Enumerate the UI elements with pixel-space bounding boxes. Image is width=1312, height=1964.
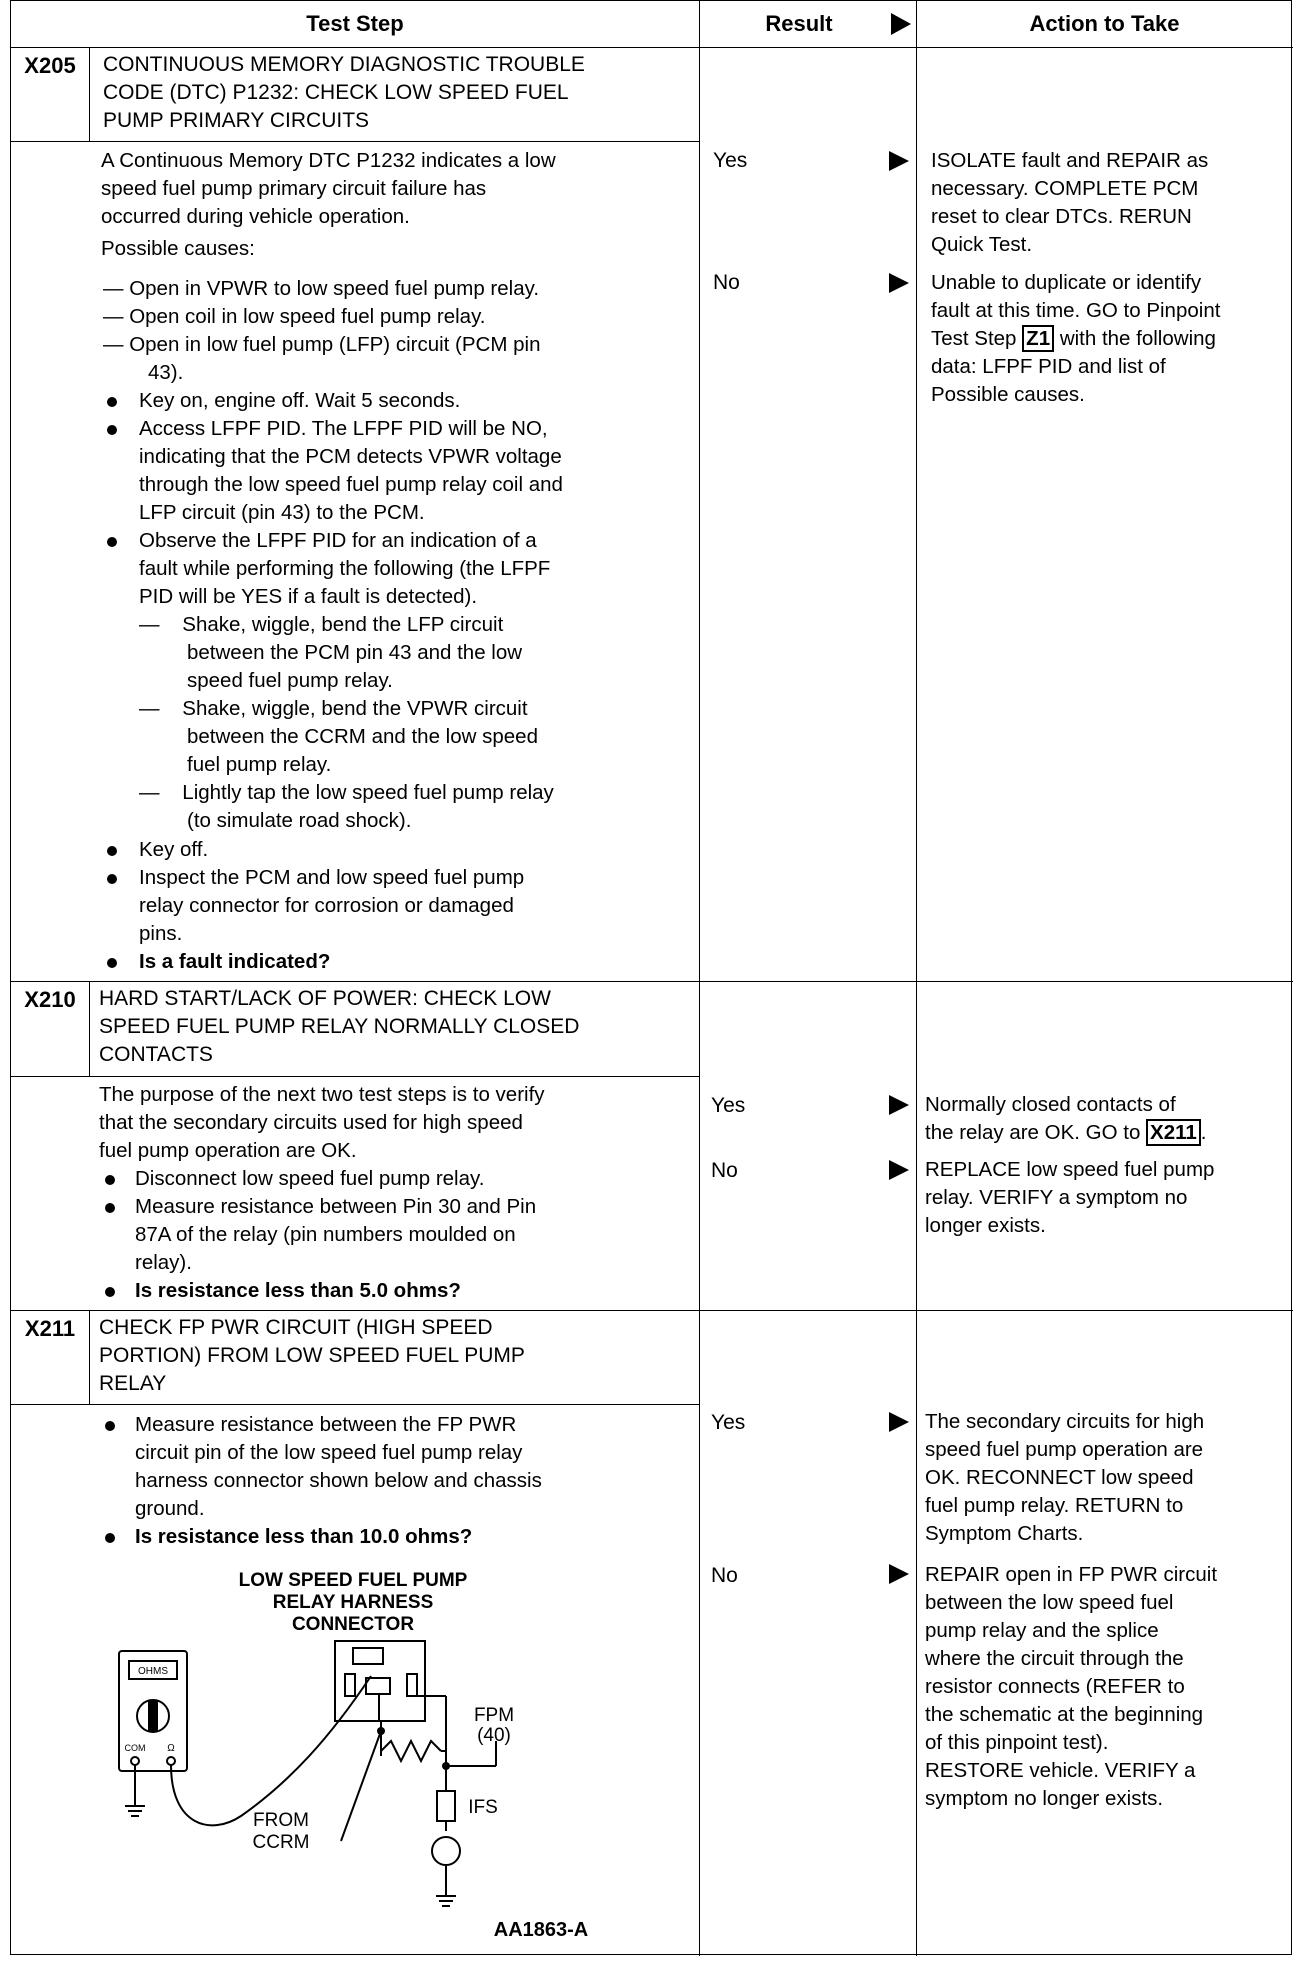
result-arrow-icon — [889, 1564, 909, 1584]
action-no: REPAIR open in FP PWR circuit between the low speed fuel pump relay and the splice where the circuit through the resistor connects (REFER to the schematic at the beginning of this pinpoint test). RESTORE vehicle. VERIFY a symptom no longer exists. — [925, 1563, 1218, 1810]
action-yes: The secondary circuits for high speed fuel pump operation are OK. RECONNECT low speed fuel pump relay. RETURN to Symptom Charts. — [925, 1410, 1205, 1545]
row-divider — [11, 1310, 1293, 1311]
action-yes: ISOLATE fault and REPAIR as necessary. COMPLETE PCM reset to clear DTCs. RERUN Quick Test. — [931, 149, 1209, 256]
question: Is a fault indicated? — [139, 950, 331, 973]
meter-com-label: COM — [124, 1743, 146, 1753]
bullet-icon — [107, 874, 117, 884]
instruction: Access LFPF PID. The LFPF PID will be NO, indicating that the PCM detects VPWR voltage through the low speed fuel pump relay coil and LFP circuit (pin 43) to the PCM. — [139, 417, 563, 524]
instruction: Measure resistance between the FP PWR circuit pin of the low speed fuel pump relay harness connector shown below and chassis ground. — [135, 1413, 542, 1520]
step-ref-x211[interactable]: X211 — [1146, 1119, 1201, 1146]
meter-label: OHMS — [138, 1666, 168, 1677]
bullet-icon — [107, 537, 117, 547]
meter-ohm-label: Ω — [167, 1743, 175, 1754]
splice-dot — [442, 1762, 450, 1770]
step-body: A Continuous Memory DTC P1232 indicates a low speed fuel pump primary circuit failure has occurred during vehicle operation. Possible causes: — [101, 149, 556, 260]
step-body: The purpose of the next two test steps is to verify that the secondary circuits used for high speed fuel pump operation are OK. — [99, 1083, 545, 1162]
result-yes: Yes — [713, 149, 748, 172]
x205-title-divider — [11, 141, 699, 142]
result-arrow-icon — [889, 151, 909, 171]
splice-dot — [377, 1727, 385, 1735]
action-no: Unable to duplicate or identify fault at this time. GO to Pinpoint Test Step Z1 with the following data: LFPF PID and list of Possible causes. — [931, 271, 1221, 406]
header-divider — [11, 47, 1293, 48]
bullet-icon — [105, 1175, 115, 1185]
ohmmeter-icon — [119, 1651, 371, 1825]
step-id: X210 — [24, 987, 76, 1012]
instruction: Key off. — [139, 838, 209, 861]
step-ref-z1[interactable]: Z1 — [1022, 325, 1054, 352]
col-divider-id — [89, 981, 90, 1076]
instruction: Key on, engine off. Wait 5 seconds. — [139, 389, 461, 412]
result-yes: Yes — [711, 1411, 746, 1434]
header-action: Action to Take — [1029, 11, 1180, 36]
x210-title-divider — [11, 1076, 699, 1077]
ifs-label: IFS — [468, 1797, 498, 1818]
step-title: HARD START/LACK OF POWER: CHECK LOW SPEED FUEL PUMP RELAY NORMALLY CLOSED CONTACTS — [99, 987, 580, 1066]
bullet-icon — [105, 1287, 115, 1297]
header-result: Result — [765, 11, 833, 36]
question: Is resistance less than 5.0 ohms? — [135, 1279, 461, 1302]
diagnostic-table — [10, 0, 1292, 1955]
result-no: No — [711, 1159, 738, 1182]
bullet-icon — [105, 1203, 115, 1213]
header-arrow-icon — [891, 13, 911, 35]
relay-connector-diagram — [91, 1566, 691, 1951]
header-test-step: Test Step — [306, 11, 404, 36]
from-label: FROM — [253, 1810, 309, 1831]
diagram-caption: LOW SPEED FUEL PUMP — [238, 1570, 468, 1591]
possible-causes-list: — Open in VPWR to low speed fuel pump relay. — Open coil in low speed fuel pump relay. — Open in low fuel pump (LFP) circuit (PCM pin 43). — [103, 277, 541, 384]
action-yes: Normally closed contacts of the relay are OK. GO to X211 . — [925, 1093, 1207, 1144]
instruction: Measure resistance between Pin 30 and Pin 87A of the relay (pin numbers moulded on relay). — [135, 1195, 537, 1274]
diagram-caption: CONNECTOR — [291, 1614, 415, 1635]
bullet-icon — [107, 397, 117, 407]
result-arrow-icon — [889, 1412, 909, 1432]
instruction: Observe the LFPF PID for an indication of a fault while performing the following (the LFPF PID will be YES if a fault is detected). — [139, 529, 551, 608]
connector-icon — [335, 1641, 496, 1906]
col-divider-id — [89, 1310, 90, 1404]
action-no: REPLACE low speed fuel pump relay. VERIFY a symptom no longer exists. — [925, 1158, 1215, 1237]
bullet-icon — [105, 1421, 115, 1431]
bullet-icon — [105, 1533, 115, 1543]
fpm-label: (40) — [477, 1725, 511, 1746]
figure-code: AA1863-A — [493, 1919, 589, 1941]
col-divider-result — [699, 1, 700, 1956]
from-label: CCRM — [252, 1832, 310, 1853]
bullet-icon — [107, 846, 117, 856]
col-divider-id — [89, 47, 90, 141]
step-title: CONTINUOUS MEMORY DIAGNOSTIC TROUBLE CODE (DTC) P1232: CHECK LOW SPEED FUEL PUMP PRIMARY CIRCUITS — [103, 53, 585, 132]
diagram-caption: RELAY HARNESS — [272, 1592, 434, 1613]
instruction: Inspect the PCM and low speed fuel pump relay connector for corrosion or damaged pins. — [139, 866, 525, 945]
col-divider-action — [916, 1, 917, 1956]
result-arrow-icon — [889, 273, 909, 293]
result-arrow-icon — [889, 1160, 909, 1180]
x211-title-divider — [11, 1404, 699, 1405]
result-no: No — [713, 271, 740, 294]
step-id: X211 — [24, 1316, 76, 1341]
result-no: No — [711, 1564, 738, 1587]
bullet-icon — [107, 958, 117, 968]
sub-instruction: — Shake, wiggle, bend the LFP circuit between the PCM pin 43 and the low speed fuel pump relay. — Shake, wiggle, bend the VPWR circuit between the CCRM and the low speed fuel pump relay. — Lightly tap the low speed fuel pump relay (to simulate road shock). — [139, 613, 554, 832]
bullet-icon — [107, 425, 117, 435]
row-divider — [11, 981, 1293, 982]
step-id: X205 — [24, 53, 76, 78]
step-title: CHECK FP PWR CIRCUIT (HIGH SPEED PORTION) FROM LOW SPEED FUEL PUMP RELAY — [99, 1316, 525, 1395]
result-yes: Yes — [711, 1094, 746, 1117]
question: Is resistance less than 10.0 ohms? — [135, 1525, 473, 1548]
fpm-label: FPM — [473, 1705, 515, 1726]
instruction: Disconnect low speed fuel pump relay. — [135, 1167, 485, 1190]
result-arrow-icon — [889, 1095, 909, 1115]
